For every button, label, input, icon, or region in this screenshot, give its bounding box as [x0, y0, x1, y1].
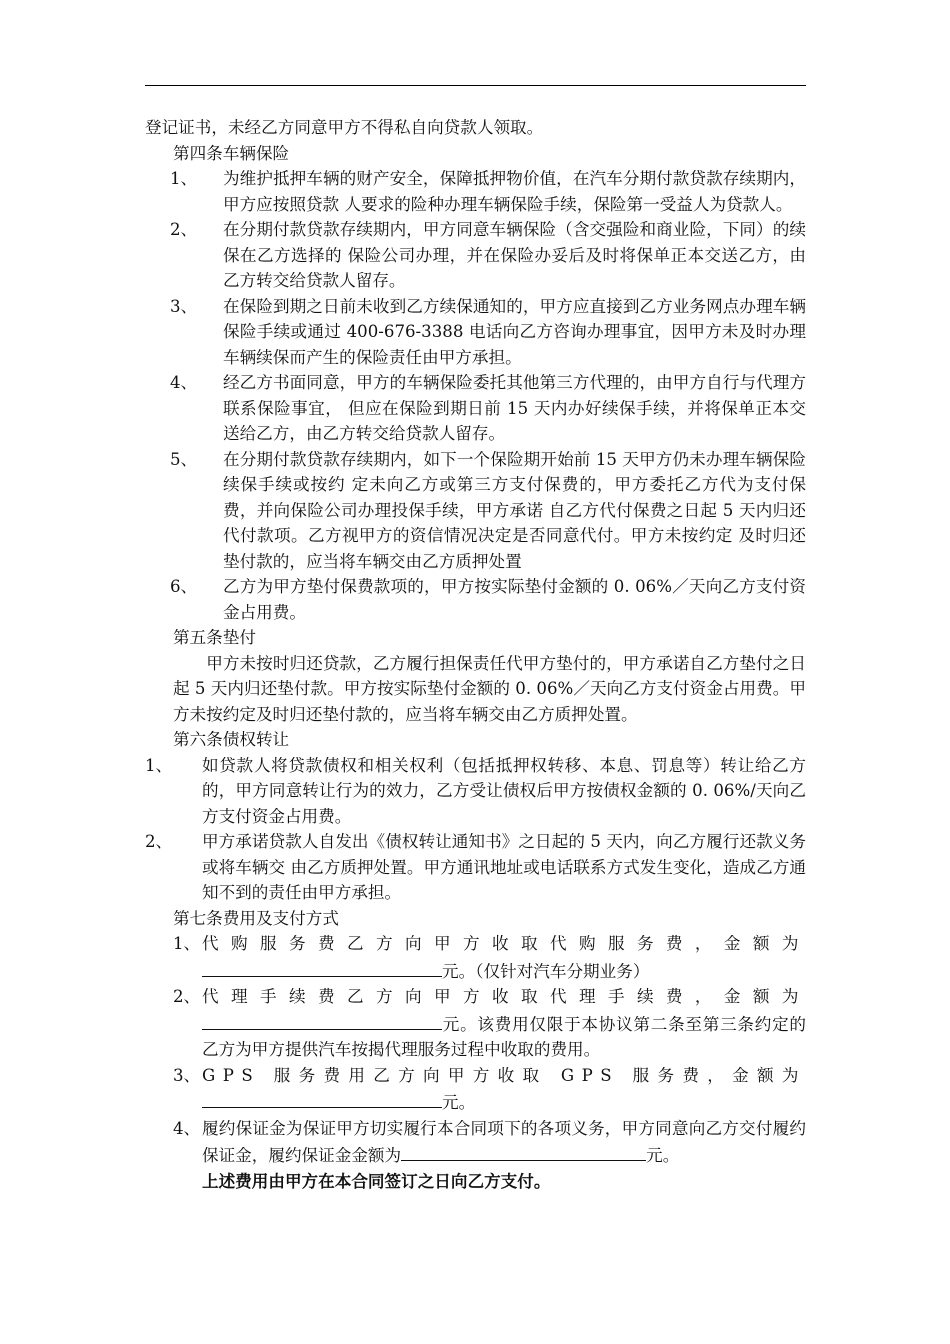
item-number: 2、 — [173, 987, 201, 1006]
item-number: 3、 — [170, 296, 198, 316]
list-item — [145, 217, 806, 294]
fee-text: 乙方向甲方收取代理手续费，金额为 — [346, 987, 806, 1006]
list-item — [145, 294, 806, 371]
item-text: 为维护抵押车辆的财产安全，保障抵押物价值，在汽车分期付款贷款存续期内，甲方应按照贷款 人要求的险种办理车辆保险手续，保险第一受益人为贷款人。 — [223, 169, 806, 214]
fee-text: 乙方向甲方收取 GPS 服务费，金额为 — [373, 1065, 806, 1085]
fee-label: GPS 服务费用 — [202, 1065, 374, 1085]
fee-item-agency — [145, 984, 806, 1063]
fee-text: 乙方向甲方收取代购服务费，金额为 — [346, 934, 806, 953]
list-item — [145, 166, 806, 217]
fee-after: 元。（仅针对汽车分期业务） — [442, 961, 650, 981]
item-text: 甲方承诺贷款人自发出《债权转让通知书》之日起的 5 天内，向乙方履行还款义务或将车辆交 由乙方质押处置。甲方通讯地址或电话联系方式发生变化，造成乙方通知不到的责任由甲方承担。 — [202, 832, 806, 902]
article-4-title: 第四条车辆保险 — [173, 143, 290, 163]
fee-after: 元。该费用仅限于本协议第二条至第三条约定的乙方为甲方提供汽车按揭代理服务过程中收取的费用。 — [202, 1014, 806, 1059]
item-number: 4、 — [170, 373, 198, 392]
list-item — [145, 370, 806, 447]
item-number: 1、 — [145, 755, 173, 775]
article-5-title: 第五条垫付 — [173, 628, 256, 647]
fee-label: 代购服务费 — [202, 934, 347, 953]
list-item — [145, 753, 806, 830]
item-text: 在保险到期之日前未收到乙方续保通知的，甲方应直接到乙方业务网点办理车辆保险手续或通过 400-676-3388 电话向乙方咨询办理事宜，因甲方未及时办理车辆续保而产生的保险责任由甲方承担。 — [223, 296, 806, 367]
item-number: 1、 — [170, 169, 198, 188]
article-7-title: 第七条费用及支付方式 — [173, 908, 339, 928]
continuation-line: 登记证书，未经乙方同意甲方不得私自向贷款人领取。 — [145, 118, 544, 137]
list-item — [145, 574, 806, 625]
article-5-text: 甲方未按时归还贷款，乙方履行担保责任代甲方垫付的，甲方承诺自乙方垫付之日起 5 天内归还垫付款。甲方按实际垫付金额的 0. 06%／天向乙方支付资金占用费。甲方未按约定及时归还垫付款的，应当将车辆交由乙方质押处置。 — [173, 653, 806, 724]
item-number: 2、 — [145, 832, 173, 851]
fee-after: 元。 — [646, 1146, 680, 1165]
amount-blank[interactable] — [401, 1141, 646, 1161]
item-number: 6、 — [170, 577, 198, 596]
item-number: 3、 — [173, 1065, 201, 1085]
amount-blank[interactable] — [202, 1088, 442, 1108]
fee-item-deposit — [145, 1116, 806, 1169]
list-item — [145, 447, 806, 575]
item-text: 在分期付款贷款存续期内，甲方同意车辆保险（含交强险和商业险，下同）的续保在乙方选择的 保险公司办理，并在保险办妥后及时将保单正本交送乙方，由乙方转交给贷款人留存。 — [223, 220, 806, 290]
item-number: 4、 — [173, 1118, 201, 1138]
fee-item-purchase — [145, 931, 806, 984]
item-text: 经乙方书面同意，甲方的车辆保险委托其他第三方代理的，由甲方自行与代理方联系保险事宜， 但应在保险到期日前 15 天内办好续保手续，并将保单正本交送给乙方，由乙方转交给贷款人留存。 — [223, 373, 806, 443]
item-number: 1、 — [173, 934, 201, 953]
item-number: 5、 — [170, 449, 198, 469]
list-item — [145, 829, 806, 906]
amount-blank[interactable] — [202, 957, 442, 977]
fee-after: 元。 — [442, 1093, 476, 1112]
amount-blank[interactable] — [202, 1010, 442, 1030]
closing-statement: 上述费用由甲方在本合同签订之日向乙方支付。 — [202, 1170, 551, 1191]
item-number: 2、 — [170, 220, 198, 239]
article-6-title: 第六条债权转让 — [173, 730, 290, 749]
item-text: 在分期付款贷款存续期内，如下一个保险期开始前 15 天甲方仍未办理车辆保险续保手续或按约 定未向乙方或第三方支付保费的，甲方委托乙方代为支付保费，并向保险公司办理投保手续，甲方承诺 自乙方代付保费之日起 5 天内归还代付款项。乙方视甲方的资信情况决定是否同意代付。甲方未按约定 及时归还垫付款的，应当将车辆交由乙方质押处置 — [223, 449, 806, 571]
item-text: 乙方为甲方垫付保费款项的，甲方按实际垫付金额的 0. 06%／天向乙方支付资金占用费。 — [223, 577, 806, 622]
header-rule — [145, 85, 806, 86]
item-text: 如贷款人将贷款债权和相关权利（包括抵押权转移、本息、罚息等）转让给乙方的，甲方同意转让行为的效力，乙方受让债权后甲方按债权金额的 0. 06%/天向乙方支付资金占用费。 — [202, 755, 806, 826]
fee-text: 履约保证金为保证甲方切实履行本合同项下的各项义务，甲方同意向乙方交付履约保证金，履约保证金金额为 — [202, 1118, 806, 1165]
document-body — [145, 115, 806, 1194]
fee-label: 代理手续费 — [202, 987, 347, 1006]
fee-item-gps — [145, 1063, 806, 1116]
